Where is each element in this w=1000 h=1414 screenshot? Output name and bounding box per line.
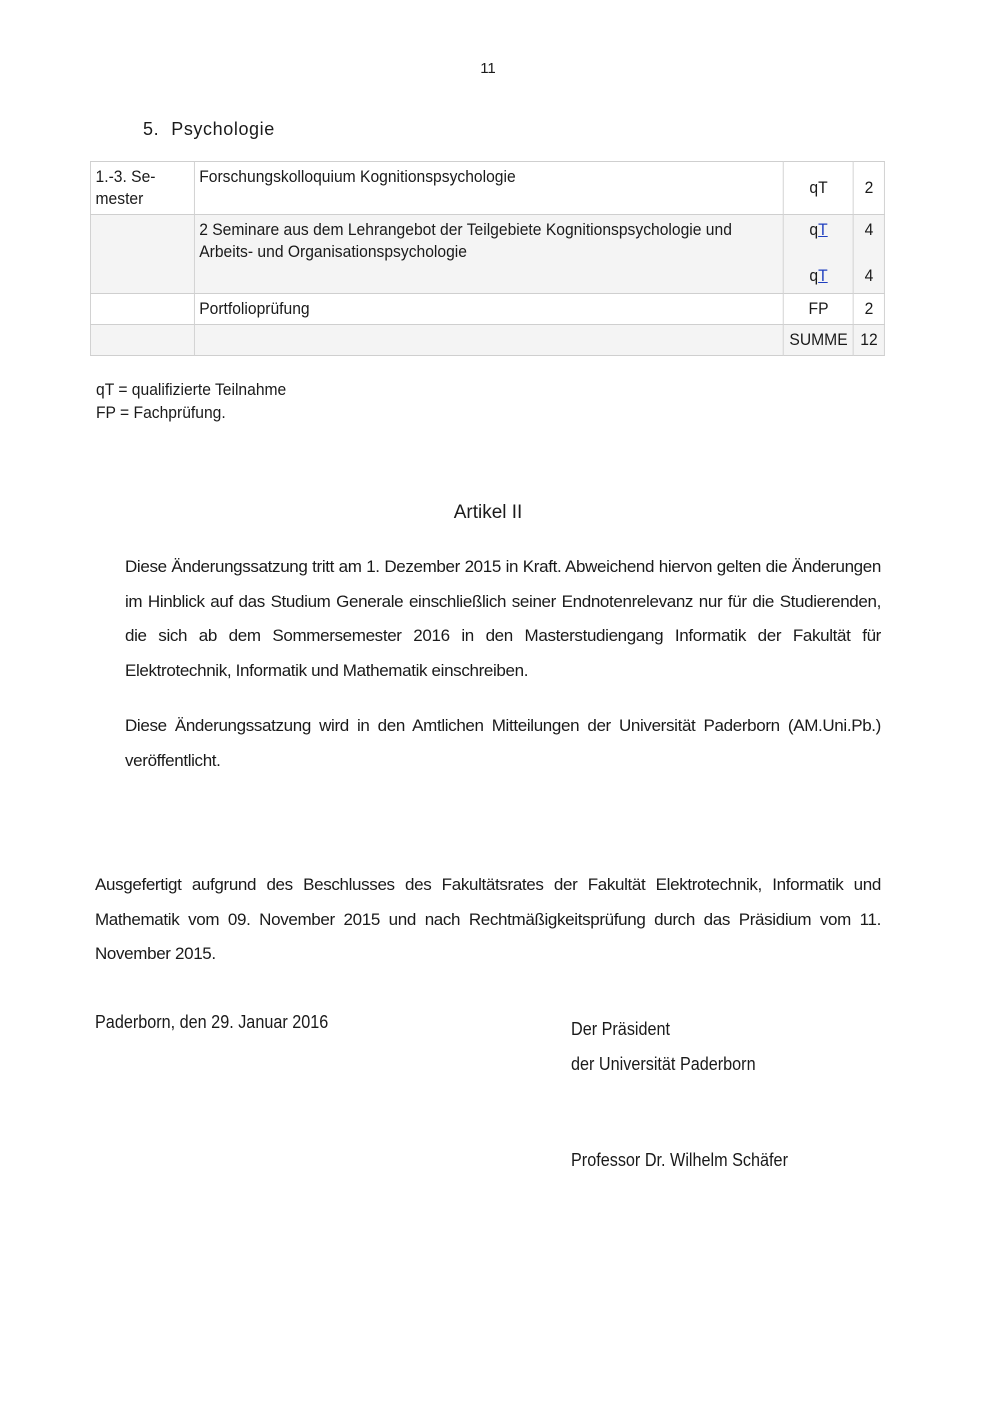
legend-line: FP = Fachprüfung. [96,403,226,422]
kind-value: qT [809,178,828,197]
kind-link[interactable]: T [818,266,828,285]
section-heading [143,119,275,140]
paragraph-resolution: Ausgefertigt aufgrund des Beschlusses des Fakultätsrates der Fakultät Elektrotechnik, Informatik und Mathematik vom 09. November 2015 und nach Rechtmäßigkeitsprüfung durch das Präsidium vom 11. November 2015. [95,875,881,963]
course-name: Portfolioprüfung [199,299,310,318]
kind-prefix: q [809,266,819,285]
sws-value: 4 [864,220,874,239]
paragraph-effective-date: Diese Änderungssatzung tritt am 1. Dezember 2015 in Kraft. Abweichend hiervon gelten die Änderungen im Hinblick auf das Studium Generale einschließlich seiner Endnotenrelevanz nur für die Studierenden, die sich ab dem Sommersemester 2016 in den Masterstudiengang Informatik der Fakultät für Elektrotechnik, Informatik und Mathematik einschreiben. [125,557,881,680]
abbreviation-legend [96,378,286,424]
paragraph-publication: Diese Änderungssatzung wird in den Amtlichen Mitteilungen der Universität Paderborn (AM.Uni.Pb.) veröffentlicht. [125,716,881,770]
sum-value-cell [854,325,885,356]
signatory-name [571,1150,812,1171]
course-cell [194,294,783,325]
sum-row [90,325,884,356]
course-cell [194,162,783,215]
kind-cell [784,215,854,294]
place-date [95,1012,354,1033]
place-date-text: Paderborn, den 29. Januar 2016 [95,1012,329,1032]
kind-prefix: q [809,220,819,239]
signatory-role [571,1012,776,1081]
signatory-name-text: Professor Dr. Wilhelm Schäfer [571,1150,788,1170]
semester-cell-empty [90,294,194,325]
legend-line: qT = qualifizierte Teilnahme [96,380,287,399]
sws-cell [854,294,885,325]
sws-cell [854,162,885,215]
kind-link[interactable]: T [818,220,828,239]
semester-cell [90,162,194,215]
sum-label: SUMME [789,330,848,349]
sum-label-cell [784,325,854,356]
page-number: 11 [480,60,496,77]
table-row [90,162,884,215]
semester-cell-empty [90,325,194,356]
course-name: Forschungskolloquium Kognitionspsychologie [199,167,516,186]
semester-label: 1.-3. Se-mester [95,167,156,208]
section-title: Psychologie [171,119,275,139]
article-heading: Artikel II [453,502,523,523]
kind-cell [784,294,854,325]
table-row [90,215,884,294]
table-row [90,294,884,325]
sws-value: 4 [864,266,874,285]
course-cell [194,215,783,294]
sws-cell [854,215,885,294]
semester-cell-empty [90,215,194,294]
sws-value: 2 [864,299,874,318]
role-line: Der Präsident [571,1019,671,1039]
kind-cell [784,162,854,215]
role-line: der Universität Paderborn [571,1053,756,1074]
module-table [90,161,885,356]
sum-value: 12 [860,330,878,349]
sws-value: 2 [864,178,874,197]
course-name: 2 Seminare aus dem Lehrangebot der Teilgebiete Kognitionspsychologie und Arbeits- und Organisationspsychologie [199,220,732,261]
section-number: 5. [143,119,160,139]
course-cell-empty [194,325,783,356]
kind-value: FP [808,299,829,318]
